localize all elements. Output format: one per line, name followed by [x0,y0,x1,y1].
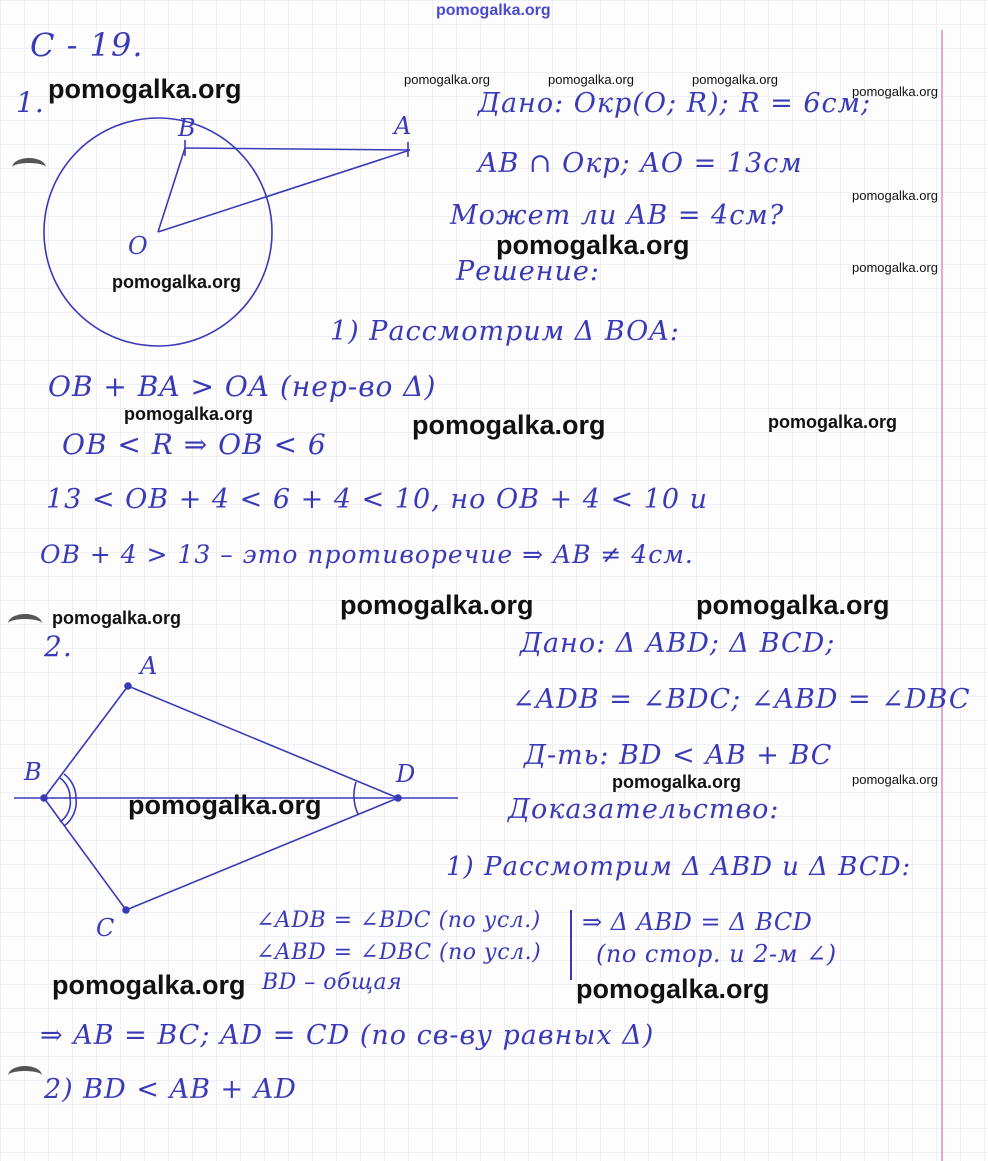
system-bracket [570,910,572,980]
p2-step-1: 1) Рассмотрим Δ ABD и Δ BCD: [446,852,912,882]
label-a2: A [140,652,158,680]
watermark: pomogalka.org [412,410,606,440]
watermark: pomogalka.org [576,974,770,1004]
watermark: pomogalka.org [48,74,242,104]
angle-mark-d2 [354,798,358,814]
label-o1: O [128,232,148,260]
problem-2-number: 2. [44,630,73,663]
segment-ba [185,148,410,150]
p2-after-line-1: ⇒ AB = BC; AD = CD (по св-ву равных Δ) [40,1020,655,1051]
segment-ob [158,148,185,232]
p1-step-2: OB + BA > OA (нер-во Δ) [48,370,437,403]
watermark-top: pomogalka.org [436,2,551,19]
watermark: pomogalka.org [696,590,890,620]
label-d2: D [396,760,416,788]
p2-prove: Д-ть: BD < AB + BC [524,740,833,771]
watermark: pomogalka.org [404,72,490,87]
watermark: pomogalka.org [112,272,242,292]
problem-1-number: 1. [16,86,45,119]
watermark: pomogalka.org [124,404,254,424]
p2-condition-2: ∠ABD = ∠DBC (по усл.) [256,940,542,965]
label-a1: A [394,112,412,140]
watermark: pomogalka.org [852,772,938,787]
p1-given-line-1: Дано: Окр(O; R); R = 6см; [478,88,872,119]
p1-step-1: 1) Рассмотрим Δ BOA: [330,316,680,347]
p2-conclusion-2: (по стор. и 2-м ∠) [596,940,837,968]
page-title: С - 19. [30,26,144,64]
angle-mark-b1 [60,778,70,798]
p1-question: Может ли AB = 4см? [450,200,785,231]
p2-given-line-1: Дано: Δ ABD; Δ BCD; [520,628,836,659]
angle-mark-b2 [60,798,70,822]
p2-step-2: 2) BD < AB + AD [44,1074,297,1105]
watermark: pomogalka.org [852,260,938,275]
label-c2: C [96,914,115,942]
angle-mark-d1 [354,782,356,798]
p1-given-line-2: AB ∩ Окр; AO = 13см [478,148,803,179]
watermark: pomogalka.org [852,84,938,99]
p2-condition-1: ∠ADB = ∠BDC (по усл.) [256,908,541,933]
p1-solution-title: Решение: [456,256,600,287]
p2-conclusion-1: ⇒ Δ ABD = Δ BCD [582,908,813,936]
watermark: pomogalka.org [768,412,898,432]
p1-step-5: OB + 4 > 13 – это противоречие ⇒ AB ≠ 4см. [40,540,694,569]
p1-step-3: OB < R ⇒ OB < 6 [62,428,327,461]
segment-oa [158,150,410,232]
label-b2: B [24,758,42,786]
label-b1: B [178,114,196,142]
watermark: pomogalka.org [548,72,634,87]
watermark: pomogalka.org [128,790,322,820]
p2-given-line-2: ∠ADB = ∠BDC; ∠ABD = ∠DBC [512,684,971,715]
figure-1 [44,118,410,346]
p2-proof-title: Доказательство: [508,794,780,825]
watermark: pomogalka.org [52,608,182,628]
watermark: pomogalka.org [496,230,690,260]
watermark: pomogalka.org [852,188,938,203]
watermark: pomogalka.org [692,72,778,87]
watermark: pomogalka.org [612,772,742,792]
watermark: pomogalka.org [340,590,534,620]
p2-condition-3: BD – общая [262,970,403,995]
p1-step-4: 13 < OB + 4 < 6 + 4 < 10, но OB + 4 < 10 и [46,484,709,515]
watermark: pomogalka.org [52,970,246,1000]
